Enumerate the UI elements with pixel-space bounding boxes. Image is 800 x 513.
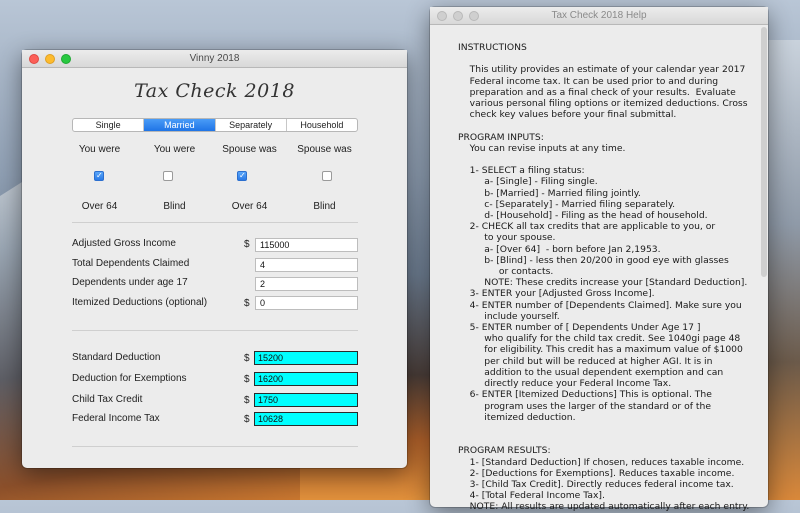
help-line: 2- [Deductions for Exemptions]. Reduces taxable income. — [458, 467, 735, 479]
exemptions-label: Deduction for Exemptions — [72, 373, 187, 384]
credit-label-over-64-b: Over 64 — [231, 201, 268, 212]
help-line: 4- ENTER number of [Dependents Claimed]. Make sure you — [458, 299, 742, 311]
credit-label-spouse-blind: Spouse was — [297, 144, 352, 155]
help-scrollbar[interactable] — [761, 27, 767, 277]
help-line: 5- ENTER number of [ Dependents Under Age 17 ] — [458, 322, 701, 334]
currency-symbol: $ — [244, 353, 250, 364]
help-line: Federal income tax. It can be used prior to and during — [458, 75, 719, 87]
help-titlebar[interactable] — [430, 7, 768, 25]
help-line — [458, 154, 768, 165]
spouse-blind-checkbox[interactable] — [322, 171, 332, 181]
help-minimize-button[interactable] — [453, 11, 463, 21]
federal-tax-value: 10628 — [254, 412, 358, 426]
exemptions-value: 16200 — [254, 372, 358, 386]
close-button[interactable] — [29, 54, 39, 64]
help-line: who qualify for the child tax credit. See 1040gi page 48 — [458, 333, 741, 345]
help-line: 6- ENTER [Itemized Deductions] This is optional. The — [458, 389, 712, 401]
help-line: or contacts. — [458, 266, 554, 278]
child-tax-credit-label: Child Tax Credit — [72, 394, 143, 405]
help-text — [430, 25, 768, 513]
standard-deduction-value: 15200 — [254, 351, 358, 365]
credit-label-you-over: You were — [78, 144, 121, 155]
help-zoom-button[interactable] — [469, 11, 479, 21]
help-line — [458, 423, 768, 434]
credit-label-you-blind: You were — [153, 144, 196, 155]
help-line: directly reduce your Federal Income Tax. — [458, 378, 672, 390]
help-line — [458, 434, 768, 445]
credit-bottom-labels — [62, 201, 362, 212]
help-line: 4- [Total Federal Income Tax]. — [458, 490, 605, 502]
filing-status-married[interactable]: Married — [144, 119, 215, 131]
help-line: 1- [Standard Deduction] If chosen, reduces taxable income. — [458, 456, 745, 468]
help-line: a- [Single] - Filing single. — [458, 176, 598, 188]
help-line: 3- ENTER your [Adjusted Gross Income]. — [458, 288, 655, 300]
dependents-input[interactable]: 4 — [255, 258, 358, 272]
under17-input[interactable]: 2 — [255, 277, 358, 291]
help-line: This utility provides an estimate of your calendar year 2017 — [458, 64, 746, 76]
help-window — [430, 7, 768, 513]
help-close-button[interactable] — [437, 11, 447, 21]
federal-tax-label: Federal Income Tax — [72, 413, 160, 424]
under17-label: Dependents under age 17 — [72, 277, 188, 288]
help-line — [458, 53, 768, 64]
agi-label: Adjusted Gross Income — [72, 238, 176, 249]
credit-checkboxes — [62, 171, 362, 183]
itemized-input[interactable]: 0 — [255, 296, 358, 310]
currency-symbol: $ — [244, 374, 250, 385]
help-line: c- [Separately] - Married filing separately. — [458, 198, 676, 210]
app-title: Tax Check 2018 — [134, 80, 295, 102]
divider — [72, 446, 358, 447]
divider — [72, 330, 358, 331]
help-line: for eligibility. This credit has a maximum value of $1000 — [458, 344, 743, 356]
help-line: 1- SELECT a filing status: — [458, 165, 585, 177]
filing-status-single[interactable]: Single — [73, 119, 144, 131]
currency-symbol: $ — [244, 395, 250, 406]
credit-label-spouse-over: Spouse was — [222, 144, 277, 155]
help-line: check key values before your final submittal. — [458, 109, 677, 121]
divider — [72, 222, 358, 223]
zoom-button[interactable] — [61, 54, 71, 64]
spouse-over-64-checkbox[interactable] — [237, 171, 247, 181]
main-titlebar[interactable] — [22, 50, 407, 68]
you-over-64-checkbox[interactable] — [94, 171, 104, 181]
credit-label-blind-b: Blind — [313, 201, 336, 212]
help-line: 3- [Child Tax Credit]. Directly reduces federal income tax. — [458, 478, 734, 490]
help-line: PROGRAM RESULTS: — [458, 445, 551, 457]
filing-status-household[interactable]: Household — [300, 120, 344, 130]
filing-status-segmented-control — [72, 118, 358, 132]
help-line: to your spouse. — [458, 232, 556, 244]
help-line: INSTRUCTIONS — [458, 42, 527, 53]
standard-deduction-label: Standard Deduction — [72, 352, 161, 363]
help-line: b- [Blind] - less then 20/200 in good eye with glasses — [458, 254, 729, 266]
help-line: preparation and as a final check of your results. Evaluate — [458, 86, 736, 98]
credit-top-labels — [62, 144, 362, 155]
help-window-title: Tax Check 2018 Help — [551, 10, 647, 21]
help-line: include yourself. — [458, 310, 560, 322]
filing-status-separately[interactable]: Separately — [216, 119, 287, 131]
help-line: NOTE: These credits increase your [Standard Deduction]. — [458, 277, 748, 289]
credit-label-blind-a: Blind — [163, 201, 186, 212]
help-window-controls — [437, 11, 479, 21]
help-line: NOTE: All results are updated automatically after each entry. — [458, 501, 750, 513]
help-line: 2- CHECK all tax credits that are applicable to you, or — [458, 221, 716, 233]
help-line: d- [Household] - Filing as the head of household. — [458, 210, 708, 222]
window-controls — [29, 54, 71, 64]
help-line: PROGRAM INPUTS: — [458, 131, 544, 143]
currency-symbol: $ — [244, 298, 250, 309]
help-line: a- [Over 64] - born before Jan 2,1953. — [458, 243, 661, 255]
help-line: various personal filing options or itemized deductions. Cross — [458, 98, 748, 110]
credit-label-over-64-a: Over 64 — [81, 201, 118, 212]
help-line: addition to the usual dependent exemption and can — [458, 366, 724, 378]
itemized-label: Itemized Deductions (optional) — [72, 297, 208, 308]
dependents-label: Total Dependents Claimed — [72, 258, 190, 269]
you-blind-checkbox[interactable] — [163, 171, 173, 181]
help-line: per child but will be reduced at higher AGI. It is in — [458, 355, 713, 367]
help-line: program uses the larger of the standard or of the — [458, 400, 711, 412]
window-title: Vinny 2018 — [189, 53, 240, 64]
currency-symbol: $ — [244, 414, 250, 425]
child-tax-credit-value: 1750 — [254, 393, 358, 407]
help-line — [458, 120, 768, 131]
minimize-button[interactable] — [45, 54, 55, 64]
help-line: itemized deduction. — [458, 411, 576, 423]
currency-symbol: $ — [244, 239, 250, 250]
agi-input[interactable]: 115000 — [255, 238, 358, 252]
help-line: b- [Married] - Married filing jointly. — [458, 187, 641, 199]
help-line: You can revise inputs at any time. — [458, 142, 626, 154]
main-window — [22, 50, 407, 468]
